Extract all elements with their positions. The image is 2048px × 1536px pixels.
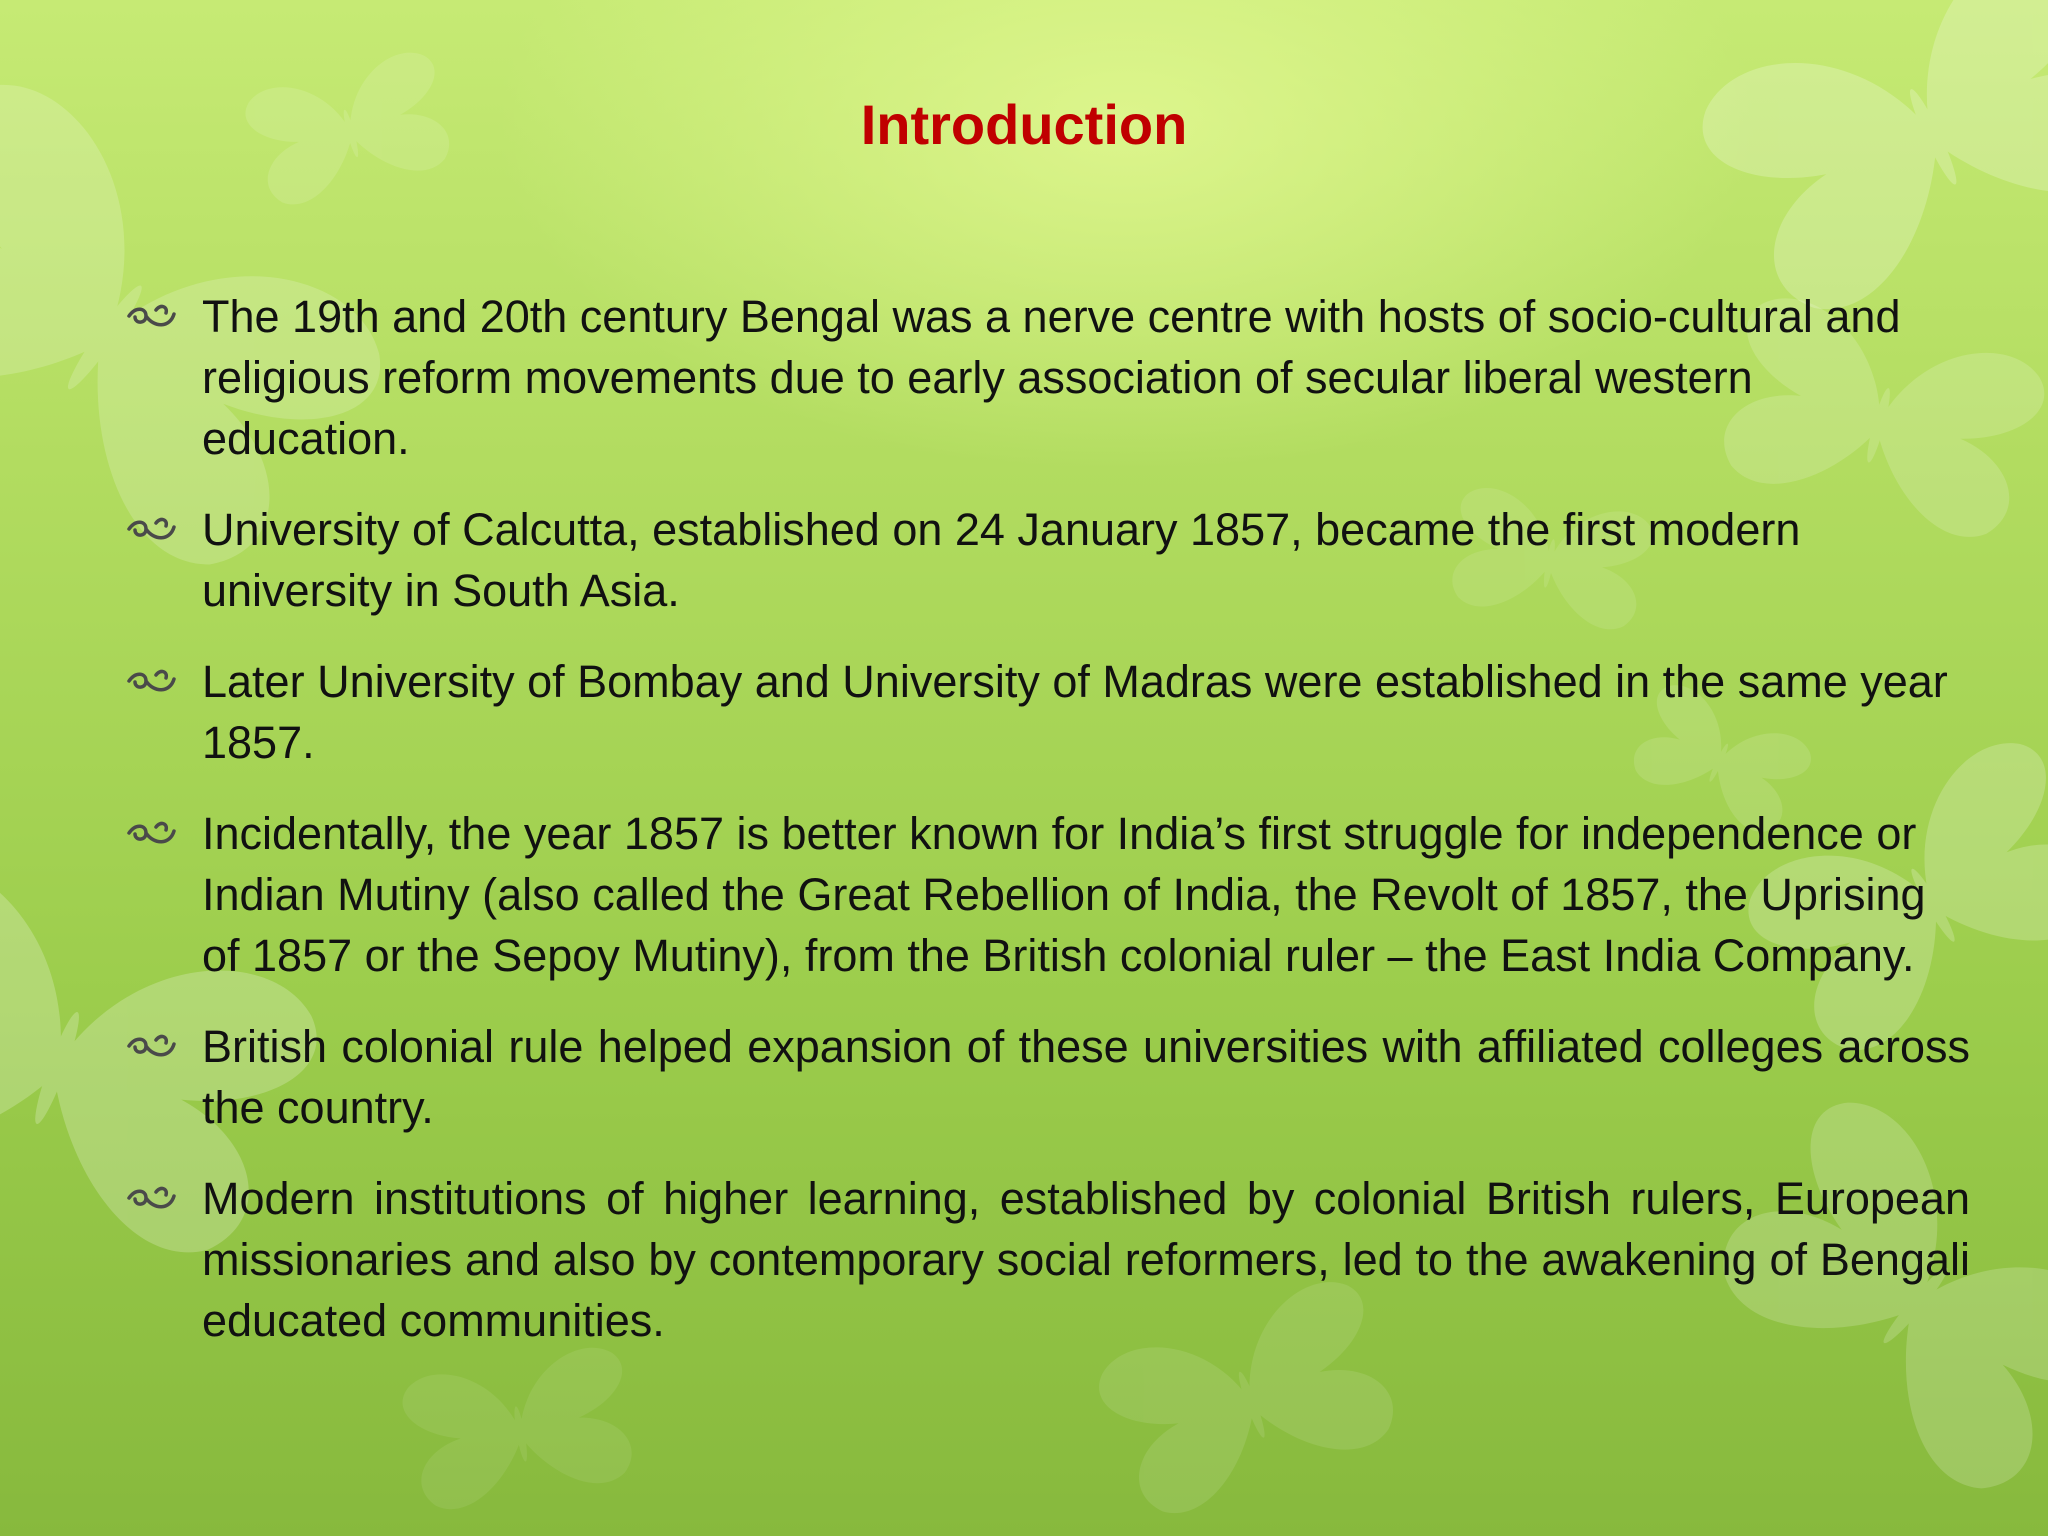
- bullet-list: [126, 286, 1970, 1381]
- butterfly-silhouette: [1686, 0, 2048, 331]
- bullet-text: British colonial rule helped expansion of these universities with affiliated colleges across the country.: [202, 1021, 1970, 1133]
- bullet-item: [126, 1016, 1970, 1138]
- ornamental-swirl-icon: [126, 515, 178, 545]
- slide-title: Introduction: [860, 93, 1188, 156]
- bullet-item: [126, 1168, 1970, 1351]
- ornamental-swirl-icon: [126, 1032, 178, 1062]
- bullet-text: Later University of Bombay and University of Madras were established in the same year 1857.: [202, 656, 1948, 768]
- ornamental-swirl-icon: [126, 667, 178, 697]
- ornamental-swirl-icon: [126, 819, 178, 849]
- bullet-item: [126, 651, 1970, 773]
- ornamental-swirl-icon: [126, 302, 178, 332]
- bullet-item: [126, 499, 1970, 621]
- bullet-text: University of Calcutta, established on 24 January 1857, became the first modern university in South Asia.: [202, 504, 1801, 616]
- bullet-text: Incidentally, the year 1857 is better known for India’s first struggle for independence or Indian Mutiny (also called the Great Rebellion of India, the Revolt of 1857, the Uprising of 1857 or the Sepoy Mutiny), from the British colonial ruler – the East India Company.: [202, 808, 1926, 981]
- bullet-item: [126, 286, 1970, 469]
- ornamental-swirl-icon: [126, 1184, 178, 1214]
- bullet-text: The 19th and 20th century Bengal was a nerve centre with hosts of socio-cultural and religious reform movements due to early association of secular liberal western education.: [202, 291, 1901, 464]
- bullet-item: [126, 803, 1970, 986]
- bullet-text: Modern institutions of higher learning, established by colonial British rulers, European missionaries and also by contemporary social reformers, led to the awakening of Bengali educated communities.: [202, 1173, 1970, 1346]
